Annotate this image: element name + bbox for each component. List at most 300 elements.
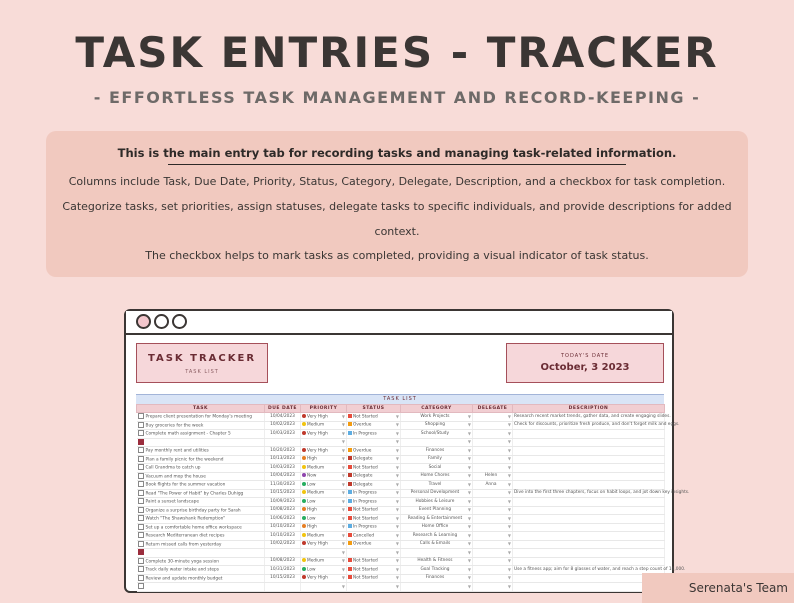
category-dropdown[interactable] [401,574,473,583]
status-dropdown[interactable] [347,540,401,549]
priority-dropdown[interactable] [301,421,347,430]
category-value: Travel [428,481,442,487]
dropdown-arrow-icon[interactable]: ▼ [395,498,399,504]
category-dropdown[interactable] [401,515,473,524]
window-circle-icon[interactable] [172,314,187,329]
dropdown-arrow-icon[interactable]: ▼ [341,575,345,580]
due-date-cell[interactable] [265,430,301,439]
delegate-value: Anna [485,481,497,487]
due-date-cell[interactable] [265,523,301,532]
priority-dropdown[interactable] [301,557,347,566]
status-dropdown[interactable] [347,515,401,524]
priority-dropdown[interactable] [301,447,347,456]
dropdown-arrow-icon[interactable]: ▼ [507,422,511,428]
status-dropdown[interactable] [347,430,401,439]
category-dropdown[interactable] [401,506,473,515]
task-checkbox[interactable] [138,558,144,564]
dropdown-arrow-icon[interactable]: ▼ [467,490,471,496]
dropdown-arrow-icon[interactable]: ▼ [507,558,511,564]
delegate-dropdown[interactable] [473,506,513,515]
delegate-dropdown[interactable] [473,421,513,430]
dropdown-arrow-icon[interactable]: ▼ [467,524,471,530]
dropdown-arrow-icon[interactable]: ▼ [467,541,471,547]
status-value: Overdue [353,422,372,428]
dropdown-arrow-icon[interactable]: ▼ [341,541,345,546]
dropdown-arrow-icon[interactable]: ▼ [395,558,399,563]
due-date-cell[interactable] [265,506,301,515]
task-checkbox[interactable] [138,456,144,462]
dropdown-arrow-icon[interactable]: ▼ [341,422,345,427]
due-date-cell[interactable] [265,489,301,498]
category-dropdown[interactable] [401,583,473,592]
dropdown-arrow-icon[interactable]: ▼ [395,490,399,495]
info-line-1: Columns include Task, Due Date, Priority, Status, Category, Delegate, Description, and a checkbox for task completion. [68,175,726,188]
dropdown-arrow-icon[interactable]: ▼ [467,473,471,479]
dropdown-arrow-icon[interactable]: ▼ [395,464,399,470]
dropdown-arrow-icon[interactable]: ▼ [341,439,345,445]
due-date: 10/04/2023 [270,413,295,419]
priority-value: Low [307,482,316,487]
description-cell[interactable] [513,430,665,439]
description-value: Dive into the first three chapters, focus on habit loops, and jot down key insights. [514,490,690,496]
due-date-cell[interactable] [265,583,301,592]
status-dropdown[interactable] [347,498,401,507]
table-row [137,549,665,558]
category-value: Family [428,456,442,462]
task-cell[interactable] [137,421,265,430]
priority-dropdown[interactable] [301,566,347,575]
category-value: Health & Fitness [417,558,453,564]
dropdown-arrow-icon[interactable]: ▼ [507,515,511,521]
dropdown-arrow-icon[interactable]: ▼ [507,566,511,572]
task-checkbox[interactable] [138,583,144,589]
todays-date-box [506,343,664,383]
due-date: 10/13/2023 [270,456,295,462]
dropdown-arrow-icon[interactable]: ▼ [467,464,471,470]
task-cell[interactable] [137,430,265,439]
dropdown-arrow-icon[interactable]: ▼ [507,447,511,453]
dropdown-arrow-icon[interactable]: ▼ [467,532,471,538]
priority-value: High [307,456,317,462]
delegate-dropdown[interactable] [473,540,513,549]
due-date-cell[interactable] [265,498,301,507]
dropdown-arrow-icon[interactable]: ▼ [467,515,471,521]
due-date-cell[interactable] [265,455,301,464]
table-row [137,506,665,515]
dropdown-arrow-icon[interactable]: ▼ [507,439,511,445]
table-row [137,574,665,583]
status-dropdown[interactable] [347,557,401,566]
priority-dropdown[interactable] [301,489,347,498]
due-date-cell[interactable] [265,566,301,575]
category-dropdown[interactable] [401,464,473,473]
dropdown-arrow-icon[interactable]: ▼ [395,575,399,580]
task-cell[interactable] [137,481,265,490]
status-dropdown[interactable] [347,464,401,473]
priority-dot-icon [302,533,306,537]
description-cell[interactable] [513,523,665,532]
delegate-dropdown[interactable] [473,557,513,566]
dropdown-arrow-icon[interactable]: ▼ [467,507,471,513]
table-row [137,438,665,447]
dropdown-arrow-icon[interactable]: ▼ [467,422,471,428]
dropdown-arrow-icon[interactable]: ▼ [507,498,511,504]
description-cell[interactable] [513,421,680,430]
task-checkbox[interactable] [138,507,144,513]
due-date-cell[interactable] [265,540,301,549]
task-checkbox[interactable] [138,439,144,445]
delegate-dropdown[interactable] [473,464,513,473]
dropdown-arrow-icon[interactable]: ▼ [507,532,511,538]
category-dropdown[interactable] [401,489,473,498]
description-cell[interactable] [513,447,665,456]
task-checkbox[interactable] [138,413,144,419]
dropdown-arrow-icon[interactable]: ▼ [467,583,471,589]
dropdown-arrow-icon[interactable]: ▼ [341,447,345,453]
description-cell[interactable] [513,540,665,549]
priority-value: Medium [307,558,325,564]
date-label: TODAY'S DATE [561,353,609,359]
task-cell[interactable] [137,506,265,515]
priority-dropdown[interactable] [301,574,347,583]
delegate-dropdown[interactable] [473,549,513,558]
priority-dropdown[interactable] [301,506,347,515]
description-cell[interactable] [513,413,671,422]
delegate-dropdown[interactable] [473,472,513,481]
delegate-dropdown[interactable] [473,574,513,583]
status-value: Cancelled [353,533,375,538]
status-dropdown[interactable] [347,447,401,456]
dropdown-arrow-icon[interactable]: ▼ [395,422,399,427]
task-cell[interactable] [137,413,265,422]
delegate-dropdown[interactable] [473,447,513,456]
status-dropdown[interactable] [347,481,401,490]
task-checkbox[interactable] [138,422,144,428]
dropdown-arrow-icon[interactable]: ▼ [341,498,345,504]
dropdown-arrow-icon[interactable]: ▼ [507,575,511,581]
dropdown-arrow-icon[interactable]: ▼ [395,507,399,512]
status-dropdown[interactable] [347,421,401,430]
dropdown-arrow-icon[interactable]: ▼ [341,456,345,461]
due-date-cell[interactable] [265,515,301,524]
delegate-dropdown[interactable] [473,532,513,541]
dropdown-arrow-icon[interactable]: ▼ [467,439,471,445]
category-dropdown[interactable] [401,438,473,447]
due-date: 10/09/2023 [270,498,295,504]
task-checkbox[interactable] [138,549,144,555]
dropdown-arrow-icon[interactable]: ▼ [395,515,399,521]
dropdown-arrow-icon[interactable]: ▼ [395,549,399,555]
task-checkbox[interactable] [138,541,144,547]
dropdown-arrow-icon[interactable]: ▼ [341,481,345,487]
priority-value: High [307,524,317,530]
due-date-cell[interactable] [265,421,301,430]
delegate-dropdown[interactable] [473,455,513,464]
status-dropdown[interactable] [347,549,401,558]
due-date-cell[interactable] [265,438,301,447]
dropdown-arrow-icon[interactable]: ▼ [341,549,345,555]
delegate-dropdown[interactable] [473,515,513,524]
table-row [137,540,665,549]
dropdown-arrow-icon[interactable]: ▼ [467,566,471,572]
table-row [137,455,665,464]
delegate-dropdown[interactable] [473,430,513,439]
dropdown-arrow-icon[interactable]: ▼ [341,507,345,512]
description-cell[interactable] [513,557,665,566]
priority-value: Medium [307,422,325,428]
due-date-cell[interactable] [265,574,301,583]
task-cell[interactable] [137,523,265,532]
delegate-dropdown[interactable] [473,438,513,447]
task-cell[interactable] [137,498,265,507]
status-dropdown[interactable] [347,523,401,532]
dropdown-arrow-icon[interactable]: ▼ [341,464,345,470]
description-cell[interactable] [513,515,665,524]
app-title-box [136,343,268,383]
task-checkbox[interactable] [138,481,144,487]
info-line-2: Categorize tasks, set priorities, assign statuses, delegate tasks to specific individuals, and provide descriptions for added [62,200,732,213]
status-dropdown[interactable] [347,472,401,481]
dropdown-arrow-icon[interactable]: ▼ [507,481,511,487]
priority-dropdown[interactable] [301,481,347,490]
status-dropdown[interactable] [347,574,401,583]
description-cell[interactable] [513,498,665,507]
due-date-cell[interactable] [265,447,301,456]
priority-dropdown[interactable] [301,438,347,447]
description-cell[interactable] [513,549,665,558]
priority-dropdown[interactable] [301,472,347,481]
column-header: DUE DATE [265,405,301,413]
window-circle-icon[interactable] [136,314,151,329]
priority-dropdown[interactable] [301,455,347,464]
dropdown-arrow-icon[interactable]: ▼ [507,583,511,589]
dropdown-arrow-icon[interactable]: ▼ [507,464,511,470]
priority-dropdown[interactable] [301,540,347,549]
category-value: Work Projects [420,413,450,419]
due-date-cell[interactable] [265,557,301,566]
dropdown-arrow-icon[interactable]: ▼ [395,456,399,461]
priority-dropdown[interactable] [301,583,347,592]
window-titlebar [126,311,672,335]
delegate-dropdown[interactable] [473,566,513,575]
dropdown-arrow-icon[interactable]: ▼ [507,413,511,419]
status-value: Not Started [353,567,378,572]
delegate-dropdown[interactable] [473,481,513,490]
task-cell[interactable] [137,515,265,524]
task-checkbox[interactable] [138,515,144,521]
dropdown-arrow-icon[interactable]: ▼ [395,439,399,445]
category-dropdown[interactable] [401,557,473,566]
dropdown-arrow-icon[interactable]: ▼ [467,447,471,453]
task-cell[interactable] [137,566,265,575]
dropdown-arrow-icon[interactable]: ▼ [395,566,399,572]
dropdown-arrow-icon[interactable]: ▼ [467,549,471,555]
table-row [137,472,665,481]
dropdown-arrow-icon[interactable]: ▼ [467,498,471,504]
description-cell[interactable] [513,489,690,498]
priority-dropdown[interactable] [301,464,347,473]
description-cell[interactable] [513,481,665,490]
dropdown-arrow-icon[interactable]: ▼ [341,430,345,436]
task-cell[interactable] [137,472,265,481]
due-date-cell[interactable] [265,532,301,541]
task-cell[interactable] [137,583,265,592]
status-icon [348,465,352,469]
task-checkbox[interactable] [138,575,144,581]
task-cell[interactable] [137,438,265,447]
dropdown-arrow-icon[interactable]: ▼ [341,558,345,563]
priority-dot-icon [302,558,306,562]
dropdown-arrow-icon[interactable]: ▼ [341,473,345,478]
dropdown-arrow-icon[interactable]: ▼ [341,413,345,419]
category-value: Personal Development [410,490,460,496]
window-circle-icon[interactable] [154,314,169,329]
task-cell[interactable] [137,549,265,558]
priority-dropdown[interactable] [301,498,347,507]
status-dropdown[interactable] [347,438,401,447]
dropdown-arrow-icon[interactable]: ▼ [467,558,471,564]
category-dropdown[interactable] [401,549,473,558]
dropdown-arrow-icon[interactable]: ▼ [395,481,399,487]
app-subtitle: TASK LIST [185,369,219,375]
priority-dropdown[interactable] [301,532,347,541]
dropdown-arrow-icon[interactable]: ▼ [507,549,511,555]
due-date-cell[interactable] [265,481,301,490]
status-icon [348,414,352,418]
delegate-dropdown[interactable] [473,413,513,422]
description-cell[interactable] [513,532,665,541]
dropdown-arrow-icon[interactable]: ▼ [507,524,511,530]
task-checkbox[interactable] [138,490,144,496]
task-cell[interactable] [137,489,265,498]
dropdown-arrow-icon[interactable]: ▼ [395,532,399,538]
dropdown-arrow-icon[interactable]: ▼ [467,413,471,419]
dropdown-arrow-icon[interactable]: ▼ [507,507,511,513]
priority-dropdown[interactable] [301,515,347,524]
priority-dropdown[interactable] [301,523,347,532]
dropdown-arrow-icon[interactable]: ▼ [341,583,345,589]
task-cell[interactable] [137,447,265,456]
task-cell[interactable] [137,540,265,549]
category-value: Event Planning [418,507,452,513]
task-checkbox[interactable] [138,498,144,504]
column-header: DELEGATE [473,405,513,413]
dropdown-arrow-icon[interactable]: ▼ [395,447,399,453]
due-date-cell[interactable] [265,472,301,481]
description-cell[interactable] [513,472,665,481]
status-dropdown[interactable] [347,583,401,592]
task-name: Track daily water intake and steps [145,567,219,573]
dropdown-arrow-icon[interactable]: ▼ [395,524,399,529]
dropdown-arrow-icon[interactable]: ▼ [341,532,345,538]
delegate-dropdown[interactable] [473,498,513,507]
status-dropdown[interactable] [347,489,401,498]
due-date-cell[interactable] [265,464,301,473]
description-cell[interactable] [513,506,665,515]
category-dropdown[interactable] [401,421,473,430]
status-dropdown[interactable] [347,413,401,422]
task-checkbox[interactable] [138,566,144,572]
dropdown-arrow-icon[interactable]: ▼ [395,583,399,589]
priority-dropdown[interactable] [301,430,347,439]
category-dropdown[interactable] [401,540,473,549]
dropdown-arrow-icon[interactable]: ▼ [395,473,399,478]
dropdown-arrow-icon[interactable]: ▼ [395,430,399,436]
description-cell[interactable] [513,464,665,473]
dropdown-arrow-icon[interactable]: ▼ [467,430,471,436]
status-value: In Progress [353,431,377,436]
task-checkbox[interactable] [138,473,144,479]
task-checkbox[interactable] [138,532,144,538]
task-checkbox[interactable] [138,447,144,453]
category-dropdown[interactable] [401,472,473,481]
category-dropdown[interactable] [401,447,473,456]
dropdown-arrow-icon[interactable]: ▼ [395,541,399,546]
status-dropdown[interactable] [347,506,401,515]
status-dropdown[interactable] [347,455,401,464]
due-date: 10/10/2023 [270,532,295,538]
dropdown-arrow-icon[interactable]: ▼ [507,473,511,479]
status-dropdown[interactable] [347,566,401,575]
dropdown-arrow-icon[interactable]: ▼ [467,481,471,487]
task-cell[interactable] [137,532,265,541]
priority-dot-icon [302,490,306,494]
dropdown-arrow-icon[interactable]: ▼ [341,490,345,495]
dropdown-arrow-icon[interactable]: ▼ [507,490,511,496]
description-cell[interactable] [513,438,665,447]
task-checkbox[interactable] [138,430,144,436]
dropdown-arrow-icon[interactable]: ▼ [395,413,399,419]
category-dropdown[interactable] [401,523,473,532]
task-checkbox[interactable] [138,524,144,530]
dropdown-arrow-icon[interactable]: ▼ [467,456,471,462]
dropdown-arrow-icon[interactable]: ▼ [341,524,345,529]
due-date: 11/30/2023 [270,481,295,487]
status-value: In Progress [353,490,377,496]
priority-dropdown[interactable] [301,413,347,422]
due-date-cell[interactable] [265,413,301,422]
task-cell[interactable] [137,455,265,464]
priority-dropdown[interactable] [301,549,347,558]
category-dropdown[interactable] [401,532,473,541]
category-dropdown[interactable] [401,455,473,464]
category-dropdown[interactable] [401,566,473,575]
category-dropdown[interactable] [401,498,473,507]
dropdown-arrow-icon[interactable]: ▼ [507,430,511,436]
dropdown-arrow-icon[interactable]: ▼ [507,541,511,547]
category-dropdown[interactable] [401,481,473,490]
task-cell[interactable] [137,557,265,566]
dropdown-arrow-icon[interactable]: ▼ [341,566,345,572]
priority-dot-icon [302,516,306,520]
category-dropdown[interactable] [401,413,473,422]
delegate-dropdown[interactable] [473,523,513,532]
due-date-cell[interactable] [265,549,301,558]
category-dropdown[interactable] [401,430,473,439]
task-checkbox[interactable] [138,464,144,470]
dropdown-arrow-icon[interactable]: ▼ [507,456,511,462]
task-cell[interactable] [137,574,265,583]
delegate-dropdown[interactable] [473,489,513,498]
dropdown-arrow-icon[interactable]: ▼ [467,575,471,581]
due-date: 10/08/2023 [270,558,295,564]
task-cell[interactable] [137,464,265,473]
description-cell[interactable] [513,455,665,464]
dropdown-arrow-icon[interactable]: ▼ [341,515,345,521]
delegate-dropdown[interactable] [473,583,513,592]
status-dropdown[interactable] [347,532,401,541]
due-date: 10/04/2023 [270,473,295,479]
